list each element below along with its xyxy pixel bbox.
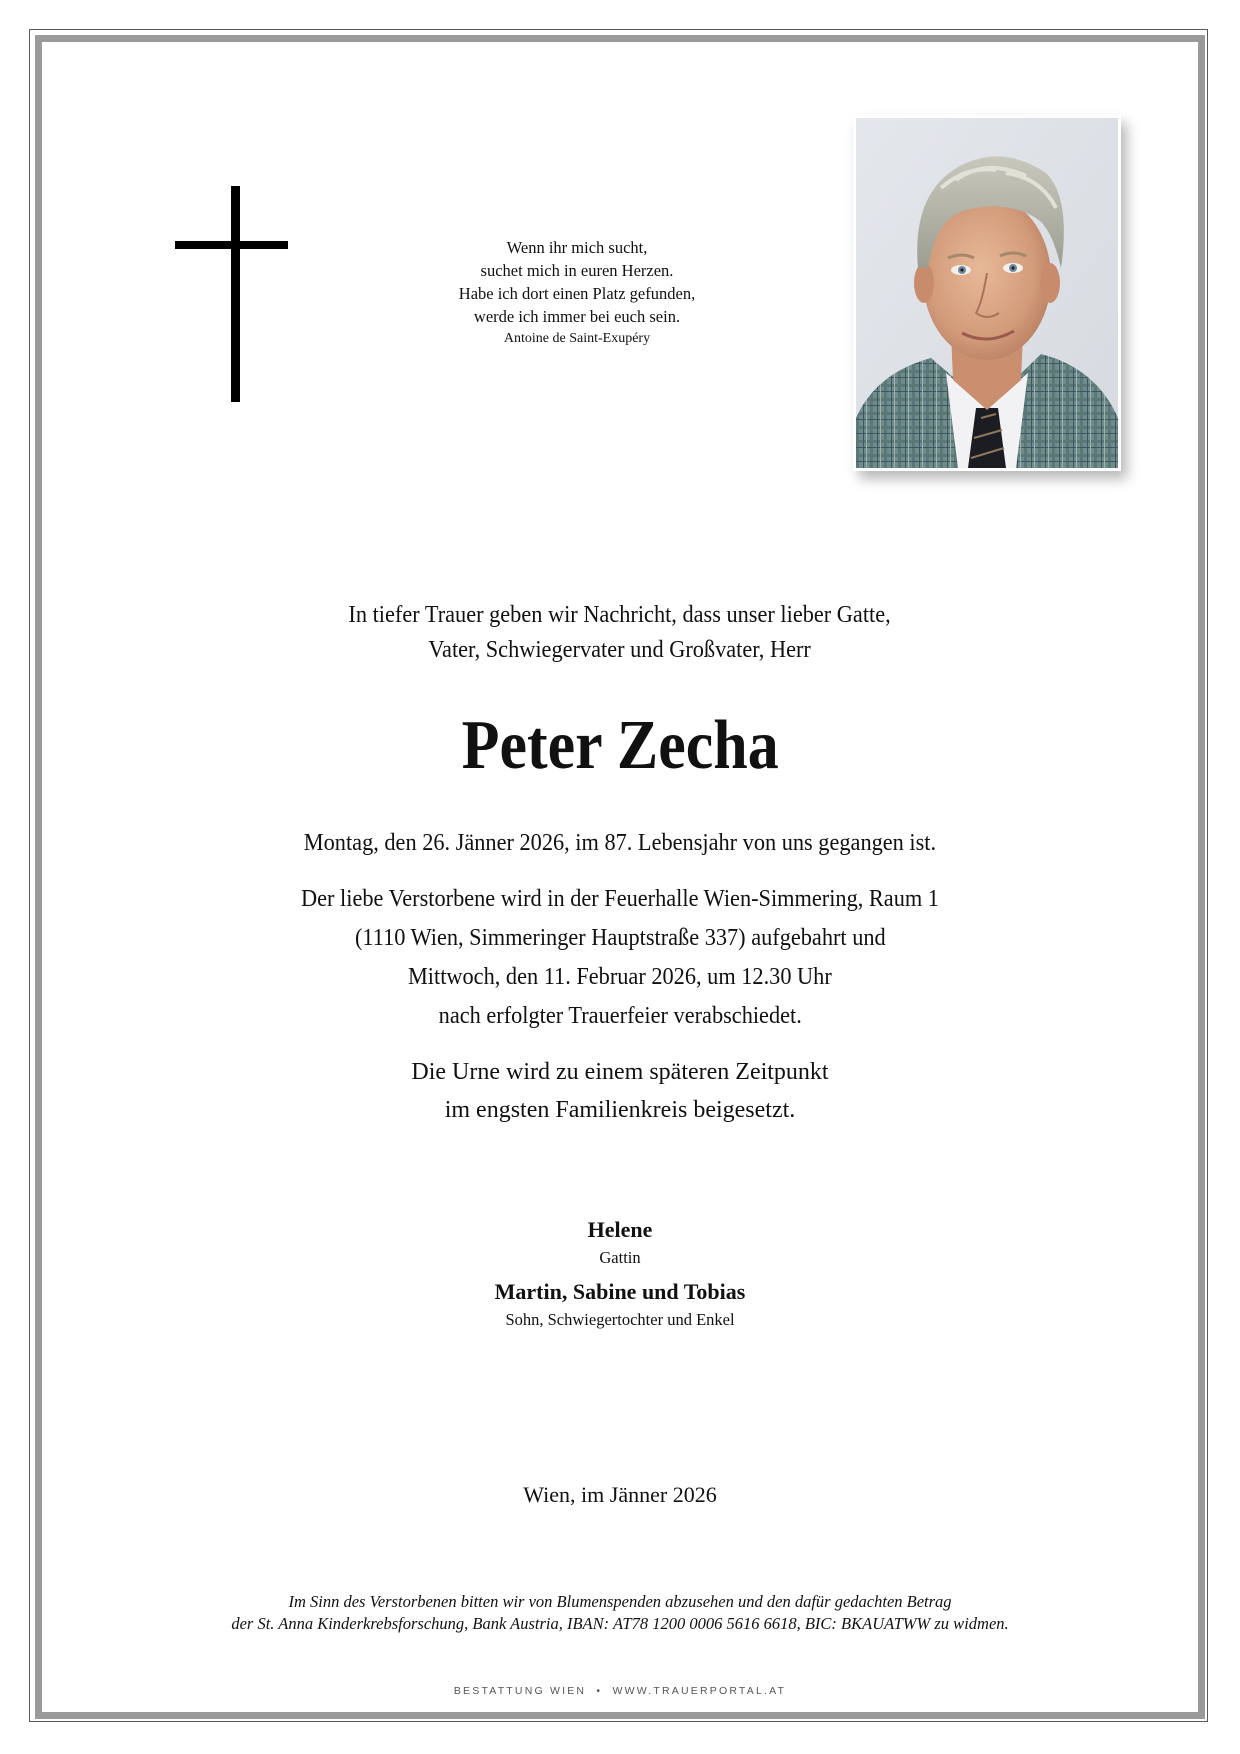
ceremony-line-1: Der liebe Verstorbene wird in der Feuerhalle Wien-Simmering, Raum 1: [301, 886, 939, 912]
death-notice: Montag, den 26. Jänner 2026, im 87. Lebensjahr von uns gegangen ist.: [303, 830, 937, 856]
cross-horizontal-bar: [175, 241, 288, 249]
donation-line-2: der St. Anna Kinderkrebsforschung, Bank Austria, IBAN: AT78 1200 0006 5616 6618, BIC: BKAUATWW zu widmen.: [231, 1614, 1009, 1633]
memorial-quote: [377, 236, 777, 350]
quote-line: Habe ich dort einen Platz gefunden,: [458, 284, 696, 303]
place-date: Wien, im Jänner 2026: [523, 1482, 717, 1507]
quote-author: Antoine de Saint-Exupéry: [503, 331, 651, 346]
mourner-names: Helene: [587, 1217, 653, 1242]
portrait-photo: [856, 118, 1118, 468]
quote-line: suchet mich in euren Herzen.: [480, 261, 674, 280]
burial-line-2: im engsten Familienkreis beigesetzt.: [444, 1097, 796, 1123]
ceremony-line-3: Mittwoch, den 11. Februar 2026, um 12.30 Uhr: [408, 964, 832, 990]
burial-line-1: Die Urne wird zu einem späteren Zeitpunkt: [411, 1059, 829, 1085]
quote-line: werde ich immer bei euch sein.: [473, 307, 681, 326]
ceremony-line-4: nach erfolgter Trauerfeier verabschiedet.: [438, 1003, 802, 1029]
portrait-photo-frame: [853, 115, 1121, 471]
donation-line-1: Im Sinn des Verstorbenen bitten wir von Blumenspenden abzusehen und den dafür gedachten Betrag: [288, 1592, 952, 1611]
intro-line-1: In tiefer Trauer geben wir Nachricht, dass unser lieber Gatte,: [348, 602, 892, 628]
intro-line-2: Vater, Schwiegervater und Großvater, Herr: [428, 637, 812, 663]
footer-brand: BESTATTUNG WIEN • WWW.TRAUERPORTAL.AT: [453, 1685, 787, 1697]
cross-vertical-bar: [231, 186, 240, 402]
deceased-name: Peter Zecha: [461, 707, 779, 784]
mourner-names: Martin, Sabine und Tobias: [494, 1279, 746, 1304]
ceremony-line-2: (1110 Wien, Simmeringer Hauptstraße 337) aufgebahrt und: [354, 925, 886, 951]
mourner-relation: Sohn, Schwiegertochter und Enkel: [505, 1310, 735, 1329]
quote-line: Wenn ihr mich sucht,: [506, 238, 648, 257]
mourner-relation: Gattin: [599, 1248, 641, 1267]
